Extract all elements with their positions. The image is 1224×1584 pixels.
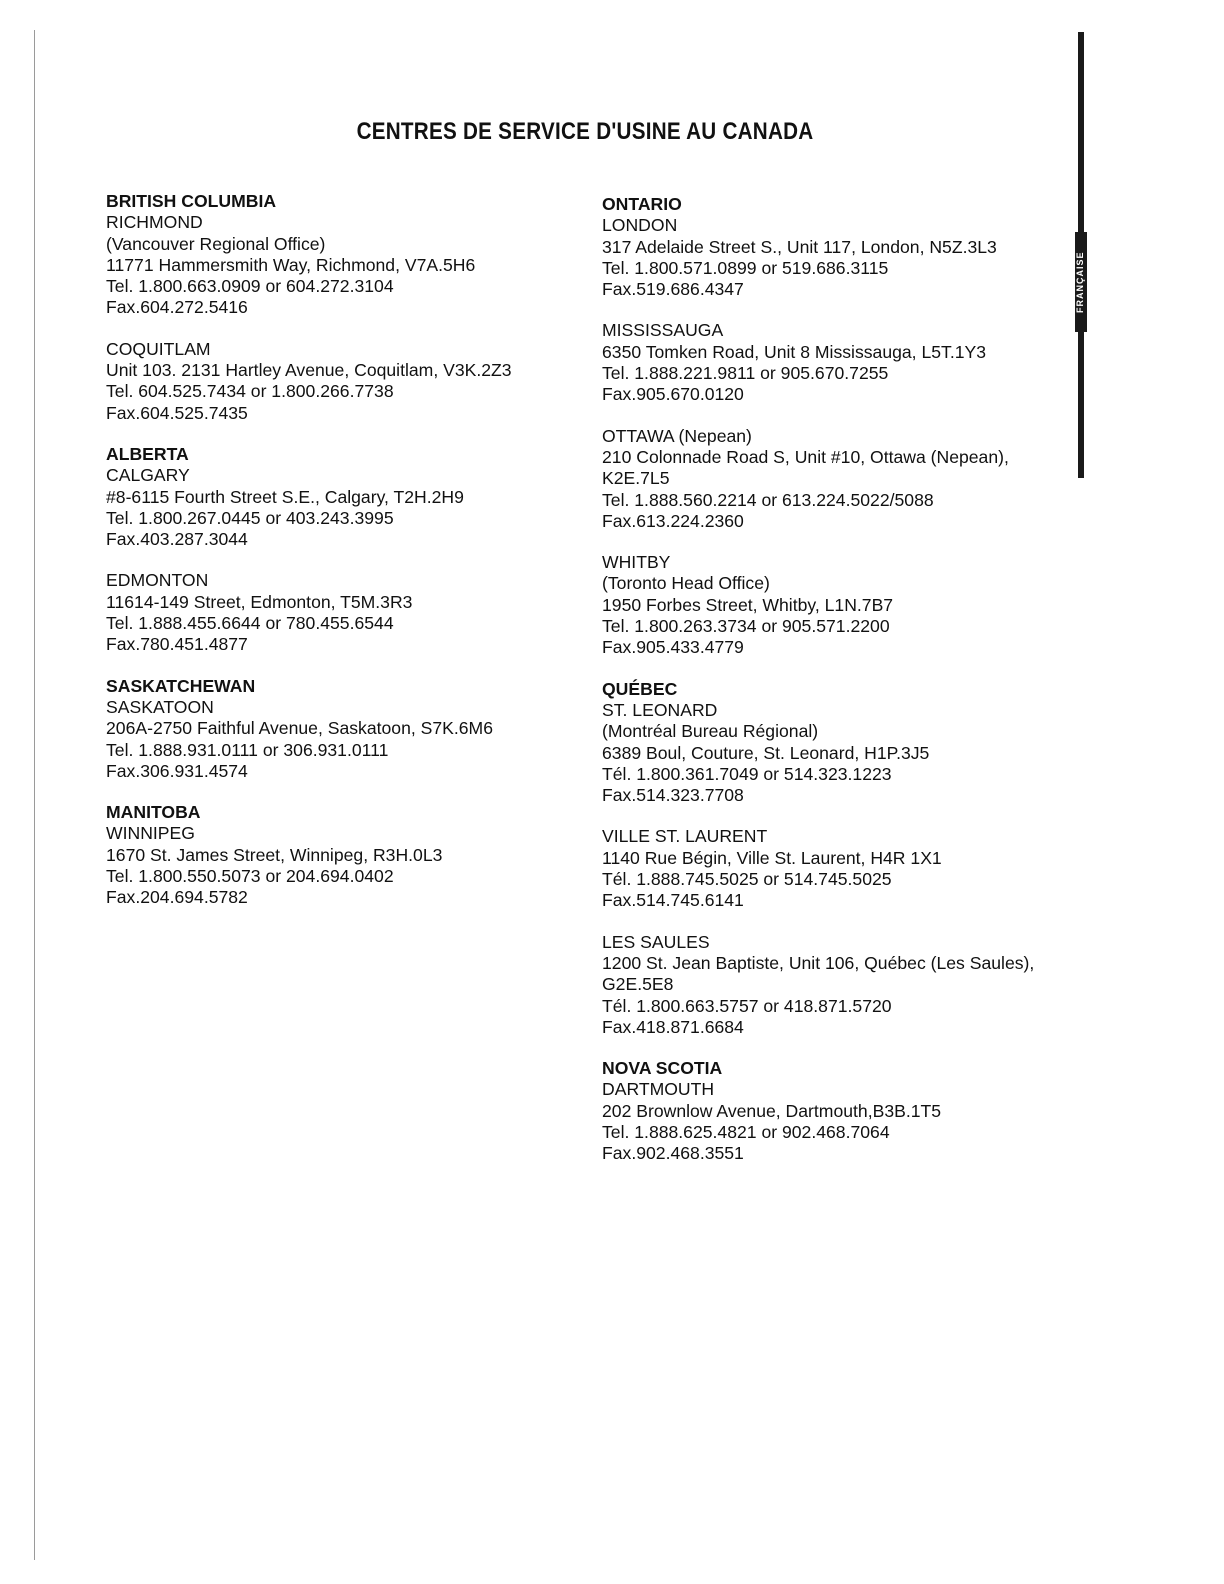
address-line: 1200 St. Jean Baptiste, Unit 106, Québec (Les Saules), <box>602 952 1035 973</box>
city-name: CALGARY <box>106 465 190 486</box>
address-line: #8-6115 Fourth Street S.E., Calgary, T2H.2H9 <box>106 486 464 507</box>
address-line: Fax.514.323.7708 <box>602 785 744 806</box>
address-line: Tel. 1.800.267.0445 or 403.243.3995 <box>106 507 394 528</box>
address-line: Tel. 1.800.550.5073 or 204.694.0402 <box>106 866 394 887</box>
city-name: LES SAULES <box>602 931 710 952</box>
address-line: Fax.519.686.4347 <box>602 279 744 300</box>
address-line: Fax.613.224.2360 <box>602 510 744 531</box>
address-line: Fax.204.694.5782 <box>106 887 248 908</box>
address-line: 206A-2750 Faithful Avenue, Saskatoon, S7K.6M6 <box>106 718 494 739</box>
province-heading: MANITOBA <box>106 802 201 823</box>
address-line: Tel. 1.888.625.4821 or 902.468.7064 <box>602 1121 890 1142</box>
address-line: Tel. 1.888.560.2214 or 613.224.5022/5088 <box>602 489 934 510</box>
address-line: Unit 103. 2131 Hartley Avenue, Coquitlam, V3K.2Z3 <box>106 360 512 381</box>
city-name: DARTMOUTH <box>602 1079 715 1100</box>
address-line: Fax.902.468.3551 <box>602 1143 744 1164</box>
address-line: Tel. 604.525.7434 or 1.800.266.7738 <box>106 381 394 402</box>
address-line: Tel. 1.888.221.9811 or 905.670.7255 <box>602 363 889 384</box>
language-side-tab-label: FRANÇAISE <box>1075 232 1087 332</box>
right-column <box>602 194 1072 1185</box>
service-centre-entry <box>106 802 576 908</box>
address-line: Fax.905.433.4779 <box>602 637 744 658</box>
address-line: 202 Brownlow Avenue, Dartmouth,B3B.1T5 <box>602 1100 942 1121</box>
city-name: MISSISSAUGA <box>602 320 724 341</box>
address-line: G2E.5E8 <box>602 974 674 995</box>
address-line: 1670 St. James Street, Winnipeg, R3H.0L3 <box>106 844 443 865</box>
address-line: Tel. 1.800.263.3734 or 905.571.2200 <box>602 616 890 637</box>
city-name: LONDON <box>602 215 678 236</box>
address-line: Fax.306.931.4574 <box>106 760 248 781</box>
address-line: 1140 Rue Bégin, Ville St. Laurent, H4R 1X1 <box>602 847 942 868</box>
address-line: 210 Colonnade Road S, Unit #10, Ottawa (Nepean), <box>602 446 1009 467</box>
address-line: 11614-149 Street, Edmonton, T5M.3R3 <box>106 591 413 612</box>
province-heading: SASKATCHEWAN <box>106 675 256 696</box>
city-name: RICHMOND <box>106 212 203 233</box>
address-line: 317 Adelaide Street S., Unit 117, London, N5Z.3L3 <box>602 236 997 257</box>
address-line: Fax.514.745.6141 <box>602 890 744 911</box>
address-line: K2E.7L5 <box>602 468 670 489</box>
city-name: COQUITLAM <box>106 338 211 359</box>
service-centre-entry <box>602 679 1072 807</box>
province-heading: ALBERTA <box>106 443 189 464</box>
address-line: 1950 Forbes Street, Whitby, L1N.7B7 <box>602 594 894 615</box>
address-line: Tel. 1.888.931.0111 or 306.931.0111 <box>106 739 389 760</box>
service-centre-entry <box>106 570 576 655</box>
city-name: VILLE ST. LAURENT <box>602 826 768 847</box>
address-line: Fax.418.871.6684 <box>602 1016 744 1037</box>
city-name: SASKATOON <box>106 696 214 717</box>
address-line: Fax.403.287.3044 <box>106 529 248 550</box>
service-centre-entry <box>106 444 576 550</box>
province-heading: ONTARIO <box>602 194 682 214</box>
service-centre-entry <box>106 191 576 319</box>
city-name: EDMONTON <box>106 570 209 591</box>
city-name: WINNIPEG <box>106 823 195 844</box>
page-title: CENTRES DE SERVICE D'USINE AU CANADA <box>356 118 814 145</box>
service-centre-entry <box>602 426 1072 532</box>
address-line: Fax.604.272.5416 <box>106 297 248 318</box>
address-line: Tel. 1.800.663.0909 or 604.272.3104 <box>106 276 394 297</box>
city-name: WHITBY <box>602 552 671 573</box>
address-line: Tel. 1.800.571.0899 or 519.686.3115 <box>602 257 889 278</box>
left-column <box>106 191 576 929</box>
service-centre-entry <box>602 932 1072 1038</box>
city-name: OTTAWA (Nepean) <box>602 425 752 446</box>
address-line: Tél. 1.800.663.5757 or 418.871.5720 <box>602 995 892 1016</box>
address-line: (Montréal Bureau Régional) <box>602 721 819 742</box>
service-centre-entry <box>602 826 1072 911</box>
page-edge-line <box>34 30 35 1560</box>
address-line: Tél. 1.800.361.7049 or 514.323.1223 <box>602 763 892 784</box>
address-line: (Toronto Head Office) <box>602 573 770 594</box>
service-centre-entry <box>602 320 1072 405</box>
service-centre-entry <box>602 1058 1072 1164</box>
province-heading: BRITISH COLUMBIA <box>106 191 277 211</box>
service-centre-entry <box>106 339 576 424</box>
province-heading: QUÉBEC <box>602 678 678 699</box>
city-name: ST. LEONARD <box>602 699 718 720</box>
address-line: Fax.780.451.4877 <box>106 634 248 655</box>
address-line: 11771 Hammersmith Way, Richmond, V7A.5H6 <box>106 254 476 275</box>
province-heading: NOVA SCOTIA <box>602 1058 723 1079</box>
address-line: 6389 Boul, Couture, St. Leonard, H1P.3J5 <box>602 742 930 763</box>
address-line: (Vancouver Regional Office) <box>106 233 326 254</box>
address-line: Tél. 1.888.745.5025 or 514.745.5025 <box>602 869 892 890</box>
service-centre-entry <box>106 676 576 782</box>
address-line: Fax.905.670.0120 <box>602 384 744 405</box>
service-centre-entry <box>602 194 1072 300</box>
service-centre-entry <box>602 552 1072 658</box>
address-line: 6350 Tomken Road, Unit 8 Mississauga, L5T.1Y3 <box>602 341 987 362</box>
address-line: Tel. 1.888.455.6644 or 780.455.6544 <box>106 613 394 634</box>
address-line: Fax.604.525.7435 <box>106 402 248 423</box>
